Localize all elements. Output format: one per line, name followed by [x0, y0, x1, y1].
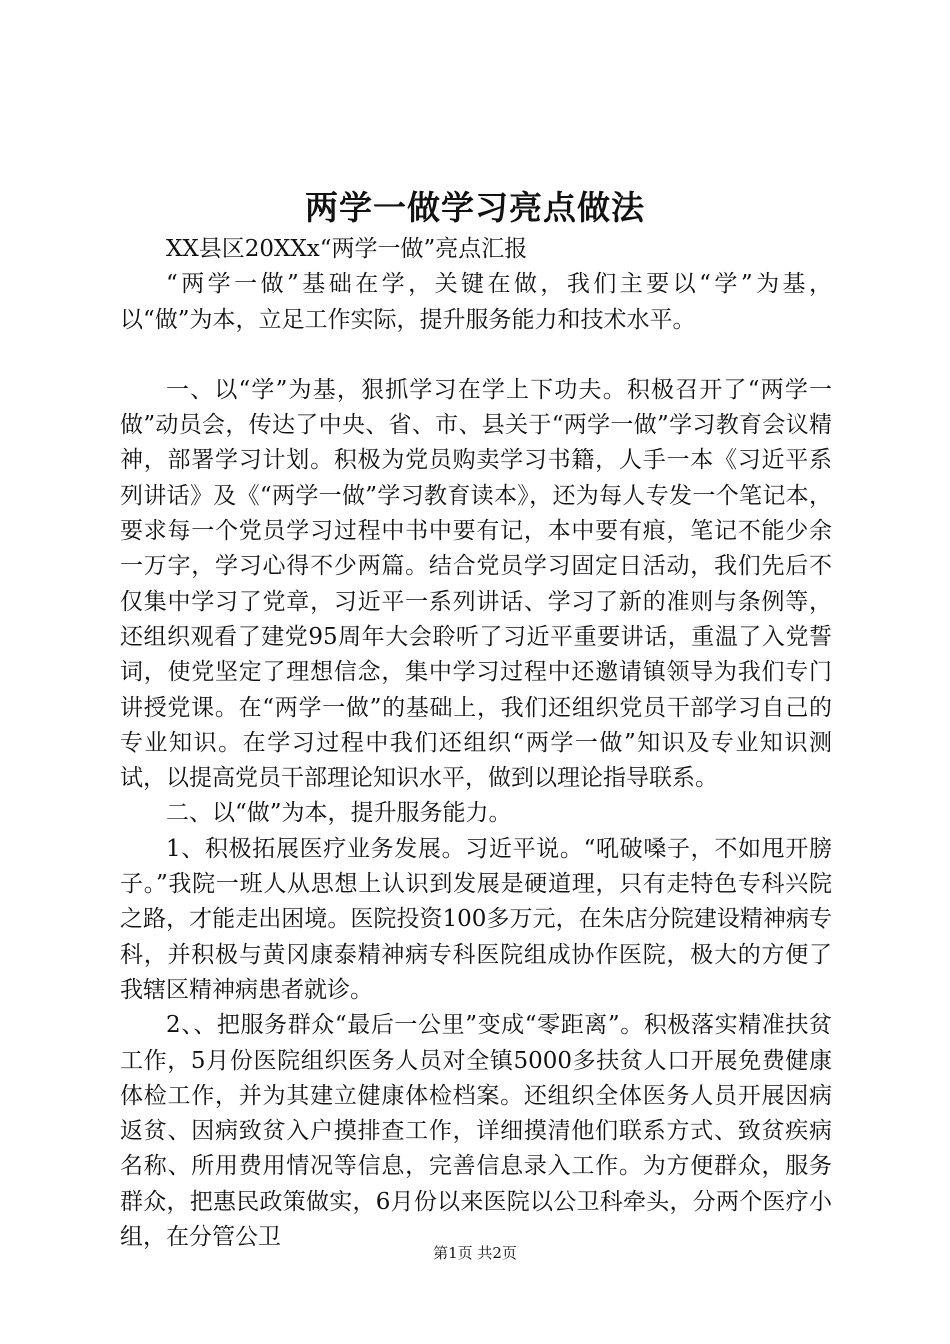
paragraph-section-two-heading: 二、以“做”为本，提升服务能力。: [166, 800, 512, 827]
document-body: [120, 232, 832, 1255]
paragraph-section-one: 一、以“学”为基，狠抓学习在学上下功夫。积极召开了“两学一做”动员会，传达了中央、省、市、县关于“两学一做”学习教育会议精神，部署学习计划。积极为党员购卖学习书籍，人手一本《习近平系列讲话》及《“两学一做”学习教育读本》，还为每人专发一个笔记本，要求每一个党员学习过程中书中要有记，本中要有痕，笔记不能少余一万字，学习心得不少两篇。结合党员学习固定日活动，我们先后不仅集中学习了党章，习近平一系列讲话、学习了新的准则与条例等，还组织观看了建党95周年大会聆听了习近平重要讲话，重温了入党誓词，使党坚定了理想信念，集中学习过程中还邀请镇领导为我们专门讲授党课。在“两学一做”的基础上，我们还组织党员干部学习自己的专业知识。在学习过程中我们还组织“两学一做”知识及专业知识测试，以提高党员干部理论知识水平，做到以理论指导联系。: [120, 376, 832, 792]
paragraph-intro: “两学一做”基础在学，关键在做，我们主要以“学”为基，以“做”为本，立足工作实际，提升服务能力和技术水平。: [120, 271, 832, 333]
paragraph-item-one: 1、积极拓展医疗业务发展。习近平说。“吼破嗓子，不如甩开膀子。”我院一班人从思想上认识到发展是硬道理，只有走特色专科兴院之路，才能走出困境。医院投资100多万元，在朱店分院建设精神病专科，并积极与黄冈康泰精神病专科医院组成协作医院，极大的方便了我辖区精神病患者就诊。: [120, 835, 832, 1003]
paragraph-report-heading: XX县区20XXx“两学一做”亮点汇报: [166, 236, 528, 262]
paragraph-item-two: 2、、把服务群众“最后一公里”变成“零距离”。积极落实精准扶贫工作，5月份医院组织医务人员对全镇5000多扶贫人口开展免费健康体检工作，并为其建立健康体检档案。还组织全体医务人员开展因病返贫、因病致贫入户摸排查工作，详细摸清他们联系方式、致贫疾病名称、所用费用情况等信息，完善信息录入工作。为方便群众，服务群众，把惠民政策做实，6月份以来医院以公卫科牵头，分两个医疗小组，在分管公卫: [120, 1012, 832, 1251]
page-footer: 第1页 共2页: [433, 1244, 517, 1262]
document-title: 两学一做学习亮点做法: [305, 188, 645, 227]
